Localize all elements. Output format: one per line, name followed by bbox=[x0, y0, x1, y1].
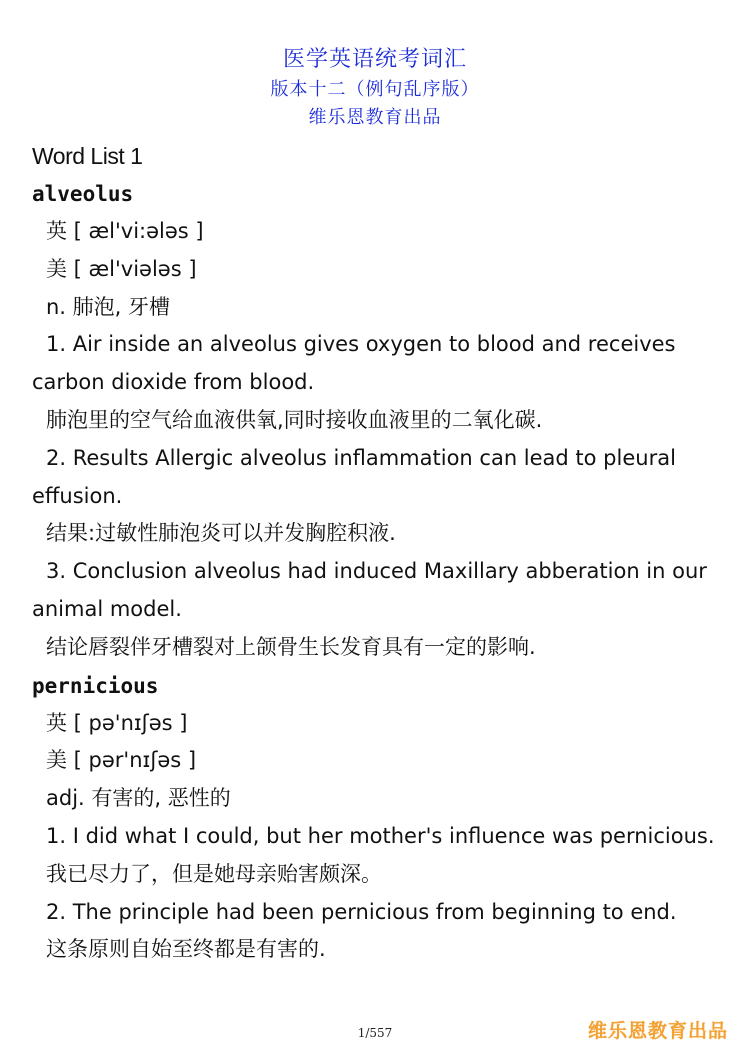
example-en: 1. I did what I could, but her mother's influence was pernicious. bbox=[46, 823, 715, 848]
example-en: 2. Results Allergic alveolus inflammation can lead to pleural effusion. bbox=[32, 445, 676, 508]
publisher-watermark: 维乐恩教育出品 bbox=[587, 1020, 728, 1042]
vocab-entry bbox=[32, 667, 722, 970]
page-number: 1/557 bbox=[357, 1026, 393, 1040]
example-zh: 这条原则自始至终都是有害的. bbox=[46, 937, 326, 962]
us-pronunciation: 美 [ æl'viələs ] bbox=[46, 256, 197, 281]
example-en: 3. Conclusion alveolus had induced Maxillary abberation in our animal model. bbox=[32, 559, 707, 621]
example-zh: 肺泡里的空气给血液供氧,同时接收血液里的二氧化碳. bbox=[46, 407, 543, 432]
example-en: 1. Air inside an alveolus gives oxygen to blood and receives carbon dioxide from blood. bbox=[32, 332, 676, 395]
example-zh: 结论唇裂伴牙槽裂对上颌骨生长发育具有一定的影响. bbox=[46, 634, 536, 659]
document-header bbox=[0, 44, 750, 132]
headword: alveolus bbox=[32, 182, 134, 206]
word-list-content bbox=[32, 138, 722, 969]
definition: n. 肺泡, 牙槽 bbox=[46, 294, 171, 319]
example-zh: 结果:过敏性肺泡炎可以并发胸腔积液. bbox=[46, 521, 396, 546]
edition-subtitle: 版本十二（例句乱序版） bbox=[270, 79, 480, 100]
vocab-entry bbox=[32, 175, 722, 667]
uk-pronunciation: 英 [ pə'nɪʃəs ] bbox=[46, 710, 188, 735]
headword: pernicious bbox=[32, 673, 159, 698]
us-pronunciation: 美 [ pər'nɪʃəs ] bbox=[46, 748, 197, 773]
example-zh: 我已尽力了，但是她母亲贻害颇深。 bbox=[46, 861, 382, 886]
word-list-title: Word List 1 bbox=[32, 143, 143, 169]
uk-pronunciation: 英 [ æl'vi:ələs ] bbox=[46, 219, 204, 243]
definition: adj. 有害的, 恶性的 bbox=[46, 786, 231, 811]
document-title: 医学英语统考词汇 bbox=[282, 47, 467, 72]
publisher-subtitle: 维乐恩教育出品 bbox=[308, 107, 442, 128]
example-en: 2. The principle had been pernicious from beginning to end. bbox=[46, 899, 677, 924]
